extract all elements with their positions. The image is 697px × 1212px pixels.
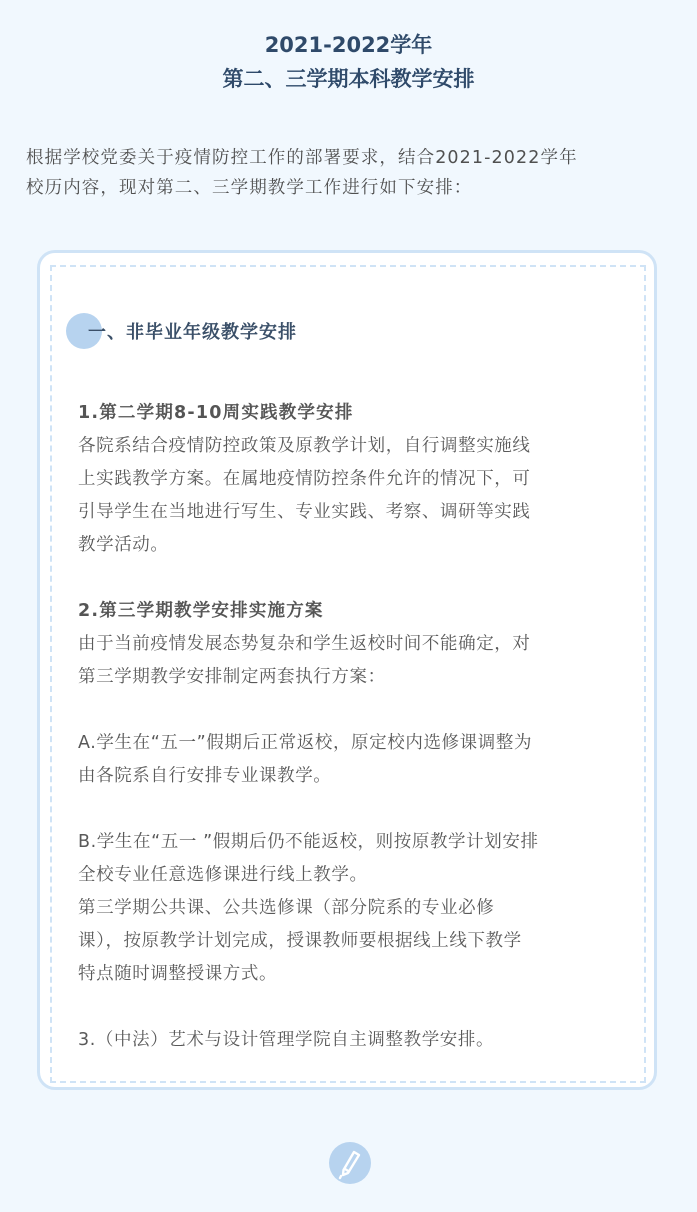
title-line-2: 第二、三学期本科教学安排 <box>222 67 475 91</box>
plan-b-line: 全校专业任意选修课进行线上教学。 <box>78 865 368 885</box>
title-line-1: 2021-2022学年 <box>264 33 433 57</box>
item2-line: 由于当前疫情发展态势复杂和学生返校时间不能确定，对 <box>78 634 531 654</box>
plan-b-line: 第三学期公共课、公共选修课（部分院系的专业必修 <box>78 898 495 918</box>
intro-line-2: 校历内容，现对第二、三学期教学工作进行如下安排： <box>26 178 473 198</box>
item2-line: 第三学期教学安排制定两套执行方案： <box>78 667 386 687</box>
item1-line: 各院系结合疫情防控政策及原教学计划，自行调整实施线 <box>78 436 531 456</box>
item3-line: 3.（中法）艺术与设计管理学院自主调整教学安排。 <box>78 1030 495 1050</box>
section-heading <box>66 313 297 349</box>
intro-line-1: 根据学校党委关于疫情防控工作的部署要求，结合2021-2022学年 <box>26 148 578 168</box>
plan-a-line: A.学生在“五一”假期后正常返校，原定校内选修课调整为 <box>78 733 533 753</box>
item1-heading: 1.第二学期8-10周实践教学安排 <box>78 403 354 423</box>
section-title: 一、非毕业年级教学安排 <box>88 322 297 343</box>
intro-paragraph <box>26 143 676 203</box>
item1-line: 教学活动。 <box>78 535 169 555</box>
pen-icon <box>329 1142 371 1184</box>
section-body <box>78 397 623 1057</box>
item2-heading: 2.第三学期教学安排实施方案 <box>78 601 324 621</box>
plan-b-line: 特点随时调整授课方式。 <box>78 964 278 984</box>
plan-b-line: 课），按原教学计划完成，授课教师要根据线上线下教学 <box>78 931 522 951</box>
item1-line: 引导学生在当地进行写生、专业实践、考察、调研等实践 <box>78 502 531 522</box>
item1-line: 上实践教学方案。在属地疫情防控条件允许的情况下，可 <box>78 469 531 489</box>
page-title <box>0 28 697 96</box>
plan-a-line: 由各院系自行安排专业课教学。 <box>78 766 332 786</box>
plan-b-line: B.学生在“五一 ”假期后仍不能返校，则按原教学计划安排 <box>78 832 539 852</box>
